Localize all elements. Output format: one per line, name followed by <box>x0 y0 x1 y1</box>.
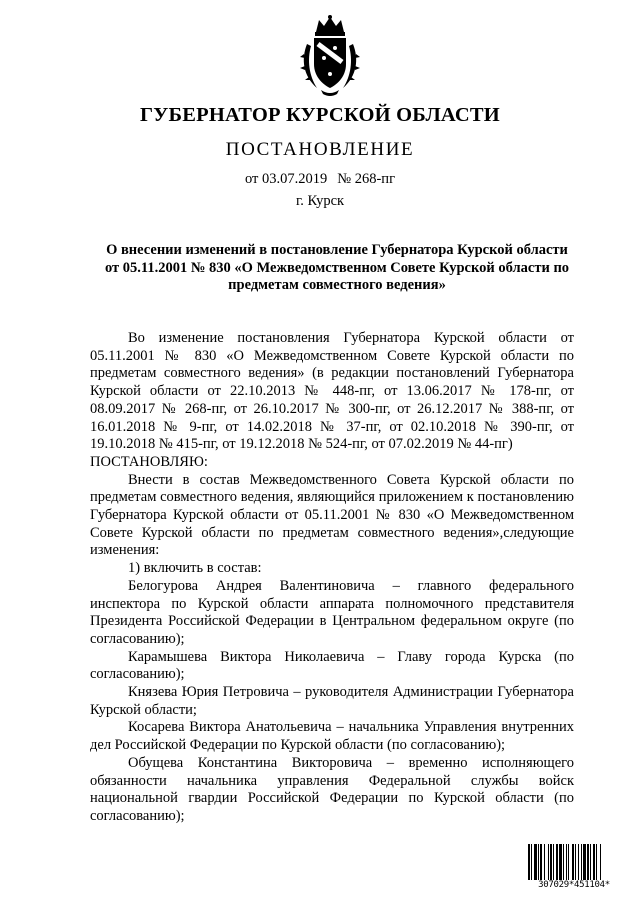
title-line: О внесении изменений в постановление Губернатора Курской области <box>106 242 568 258</box>
barcode <box>527 844 621 896</box>
kursk-coat-of-arms-icon <box>299 14 361 96</box>
document-title <box>84 242 590 295</box>
paragraph: Карамышева Виктора Николаевича – Главу города Курска (по согласованию); <box>90 648 574 683</box>
paragraph: Во изменение постановления Губернатора Курской области от 05.11.2001 № 830 «О Межведомственном Совете Курской области по предметам совместного ведения» (в редакции постановлений Губернатора Курской области от 22.10.2013 № 448-пг, от 13.06.2017 № 178-пг, от 08.09.2017 № 268-пг, от 26.10.2017 № 300-пг, от 26.12.2017 № 388-пг, от 16.01.2018 № 9-пг, от 14.02.2018 № 37-пг, от 02.10.2018 № 390-пг, от 19.10.2018 № 415-пг, от 19.12.2018 № 524-пг, от 07.02.2019 № 44-пг) <box>90 330 574 453</box>
document-date: от 03.07.2019 <box>244 171 328 187</box>
date-number-line <box>0 171 640 188</box>
paragraph: 1) включить в состав: <box>128 560 262 577</box>
document-city: г. Курск <box>295 193 345 209</box>
paragraph: Внести в состав Межведомственного Совета Курской области по предметам совместного ведения, являющийся приложением к постановлению Губернатора Курской области от 05.11.2001 № 830 «О Межведомственном Совете Курской области по предметам совместного ведения»,следующие изменения: <box>90 471 574 559</box>
document-number: № 268-пг <box>337 171 396 187</box>
title-line: от 05.11.2001 № 830 «О Межведомственном Совете Курской области по <box>104 259 570 276</box>
barcode-digits: 307029*451104* <box>527 880 621 890</box>
paragraph: Обущева Константина Викторовича – временно исполняющего обязанности начальника управления Федеральной службы войск национальной гвардии Российской Федерации по Курской области (по согласованию); <box>90 754 574 824</box>
title-line: предметам совместного ведения» <box>228 277 446 293</box>
paragraph: Князева Юрия Петровича – руководителя Администрации Губернатора Курской области; <box>90 684 574 718</box>
barcode-icon <box>527 844 621 882</box>
paragraph: Белогурова Андрея Валентиновича – главного федерального инспектора по Курской области аппарата полномочного представителя Президента Российской Федерации в Центральном федеральном округе (по согласованию); <box>90 577 574 647</box>
document-body <box>90 330 574 826</box>
authority-title: ГУБЕРНАТОР КУРСКОЙ ОБЛАСТИ <box>140 104 500 126</box>
document-type: ПОСТАНОВЛЕНИЕ <box>225 139 415 160</box>
paragraph-resolution: ПОСТАНОВЛЯЮ: <box>90 453 208 470</box>
paragraph: Косарева Виктора Анатольевича – начальника Управления внутренних дел Российской Федерации по Курской области (по согласованию); <box>90 719 574 754</box>
